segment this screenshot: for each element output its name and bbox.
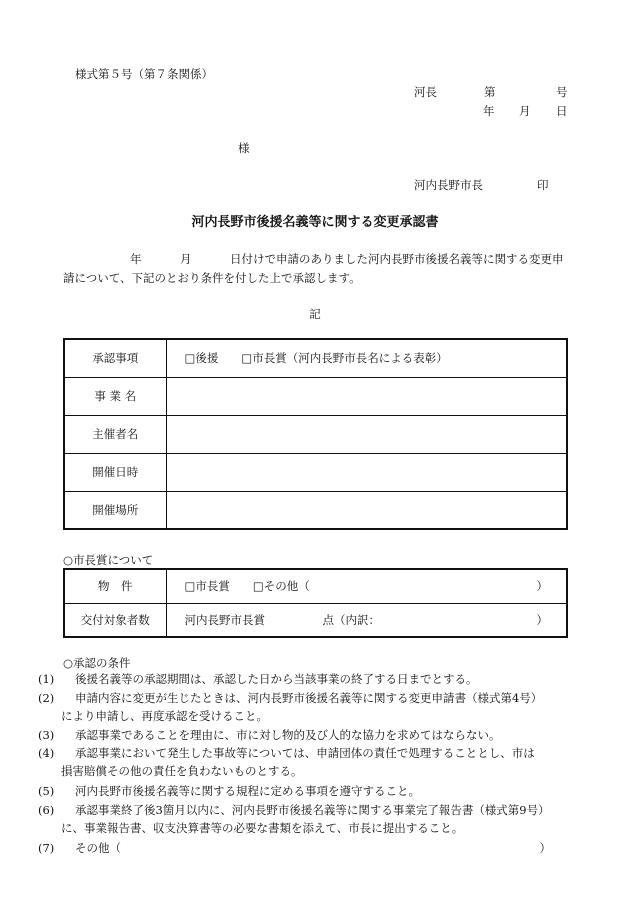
close-paren: ）: [536, 579, 548, 594]
prize-item-field[interactable]: [166, 569, 567, 603]
row-label: 交付対象者数: [64, 603, 166, 637]
condition-item: [38, 670, 478, 688]
condition-item: [38, 726, 501, 744]
organizer-field[interactable]: [166, 415, 567, 453]
condition-number: (5): [38, 784, 55, 798]
event-date-field[interactable]: [166, 453, 567, 491]
addressee-suffix: 様: [238, 141, 250, 155]
prize-item-text: □市長賞 □その他（: [184, 579, 310, 594]
ki-label: 記: [309, 307, 321, 321]
condition-text: 損害賠償その他の責任を負わないものとする。: [61, 764, 303, 778]
approval-table: [63, 338, 568, 530]
table-row: [64, 339, 567, 377]
body-line2-text: 請について、下記のとおり条件を付した上で承認します。: [63, 271, 361, 285]
doc-number-prefix: 河長: [414, 85, 437, 99]
condition-number: (1): [38, 672, 55, 686]
condition-text: 河内長野市後援名義等に関する規程に定める事項を遵守すること。: [75, 784, 420, 798]
recipient-count-text: 河内長野市長賞 点（内訳：: [184, 612, 380, 627]
condition-text: 承認事業終了後3箇月以内に、河内長野市後援名義等に関する事業完了報告書（様式第9号）: [75, 803, 550, 817]
condition-text: 承認事業において発生した事故等については、申請団体の責任で処理することとし、市は: [75, 746, 535, 760]
table-row: [64, 491, 567, 529]
condition-text: 申請内容に変更が生じたときは、河内長野市後援名義等に関する変更申請書（様式第4号）: [75, 691, 543, 705]
condition-text: 後援名義等の承認期間は、承認した日から当該事業の終了する日までとする。: [75, 672, 478, 686]
doc-number-go: 号: [556, 85, 568, 99]
close-paren: ）: [539, 841, 551, 855]
condition-text: その他（: [75, 841, 121, 855]
project-name-field[interactable]: [166, 377, 567, 415]
body-line1-text: 日付けで申請のありました河内長野市後援名義等に関する変更申: [230, 252, 564, 266]
close-paren: ）: [536, 612, 548, 627]
seal-mark: 印: [537, 178, 549, 192]
condition-number: (6): [38, 803, 55, 817]
row-label: 主催者名: [64, 415, 166, 453]
conditions-heading: ○承認の条件: [63, 656, 131, 670]
venue-field[interactable]: [166, 491, 567, 529]
date-day: 日: [556, 104, 568, 118]
condition-number: (2): [38, 691, 55, 705]
condition-item: [38, 801, 550, 837]
table-row: [64, 603, 567, 637]
recipient-count-field[interactable]: [166, 603, 567, 637]
condition-number: (7): [38, 841, 55, 855]
approval-items-value: □後援 □市長賞（河内長野市長名による表彰）: [166, 339, 567, 377]
condition-text: により申請し、再度承認を受けること。: [61, 709, 268, 723]
condition-text: 承認事業であることを理由に、市に対し物的及び人的な協力を求めてはならない。: [75, 728, 501, 742]
body-month: 月: [180, 252, 192, 266]
condition-text: に、事業報告書、収支決算書等の必要な書類を添えて、市長に提出すること。: [61, 821, 464, 835]
date-month: 月: [519, 104, 531, 118]
condition-item: [38, 782, 420, 800]
row-label: 承認事項: [64, 339, 166, 377]
condition-number: (4): [38, 746, 55, 760]
table-row: [64, 453, 567, 491]
body-year: 年: [130, 252, 142, 266]
mayor-prize-table: [63, 568, 568, 638]
row-label: 開催日時: [64, 453, 166, 491]
issuer-name: 河内長野市長: [414, 178, 483, 192]
row-label: 物 件: [64, 569, 166, 603]
document-title: 河内長野市後援名義等に関する変更承認書: [191, 215, 439, 230]
condition-number: (3): [38, 728, 55, 742]
date-year: 年: [483, 104, 495, 118]
doc-number-dai: 第: [484, 85, 496, 99]
condition-item: [38, 839, 551, 857]
table-row: [64, 377, 567, 415]
form-number: 様式第５号（第７条関係）: [75, 67, 213, 81]
table-row: [64, 569, 567, 603]
row-label: 開催場所: [64, 491, 166, 529]
condition-item: [38, 689, 543, 725]
mayor-prize-heading: ○市長賞について: [63, 553, 154, 567]
condition-item: [38, 744, 535, 780]
table-row: [64, 415, 567, 453]
row-label: 事 業 名: [64, 377, 166, 415]
